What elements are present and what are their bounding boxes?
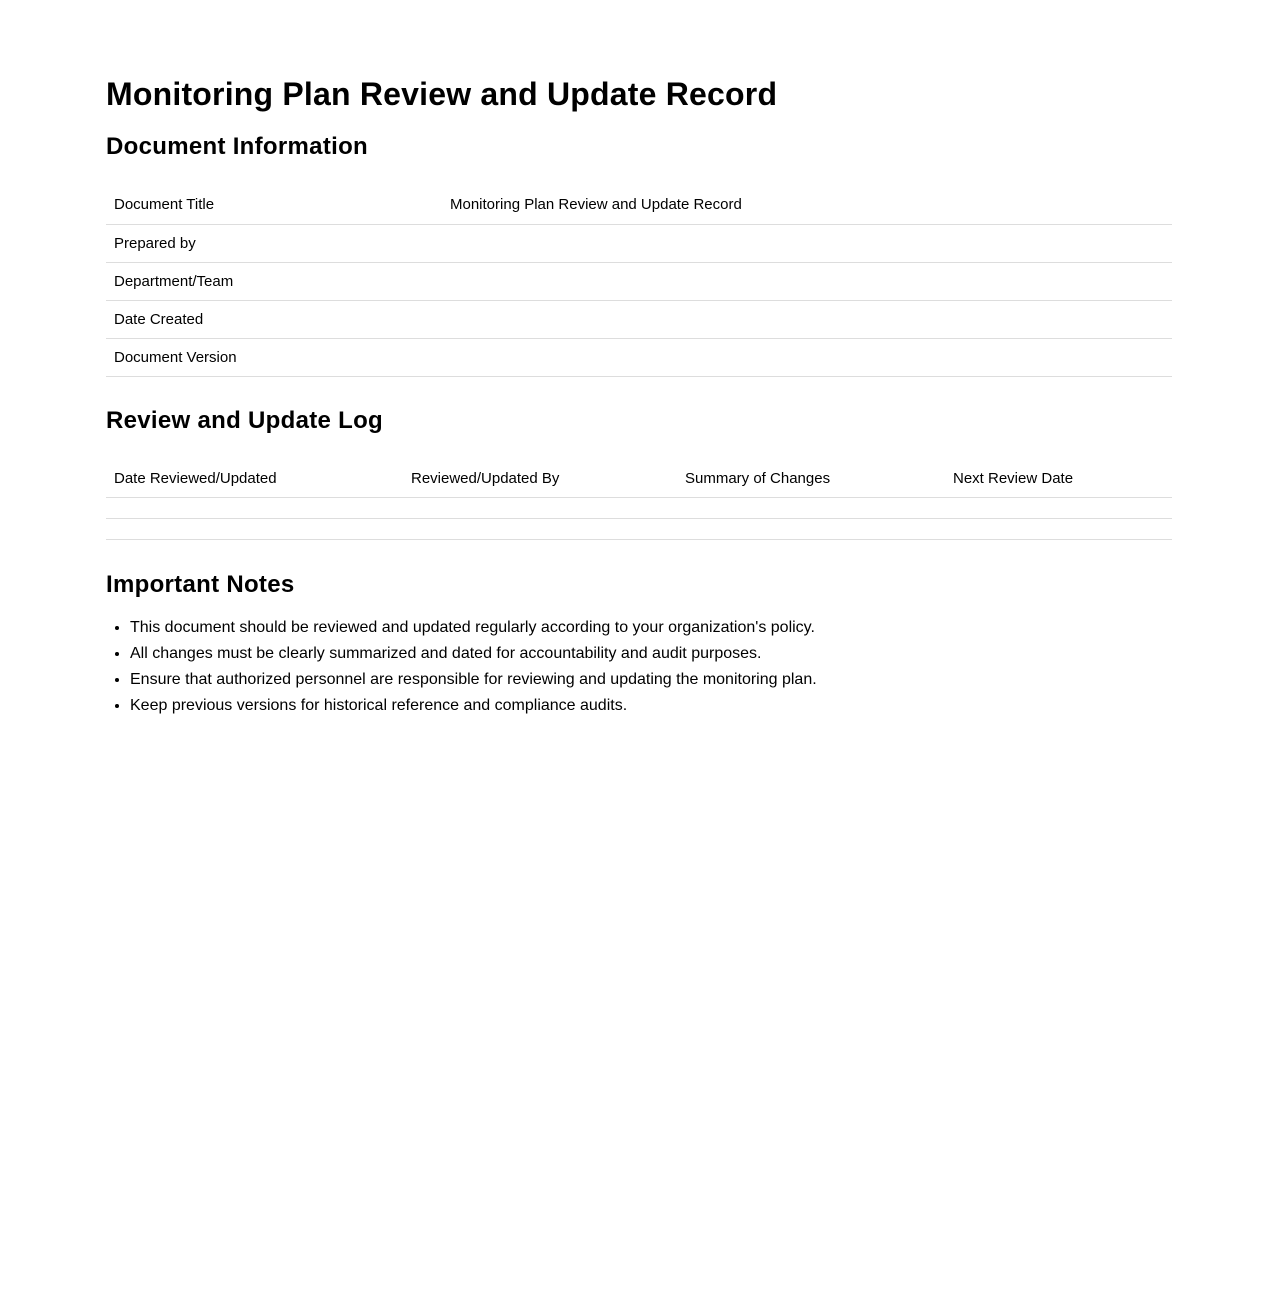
document-information-heading: Document Information (106, 133, 368, 160)
table-row (106, 498, 1172, 519)
log-cell (403, 498, 677, 519)
list-item: • All changes must be clearly summarized and dated for accountability and audit purposes. (130, 641, 817, 667)
log-cell (106, 519, 403, 540)
table-row (106, 300, 1172, 338)
table-row (106, 224, 1172, 262)
table-row (106, 338, 1172, 376)
document-information-table (106, 186, 1172, 377)
log-cell (945, 498, 1172, 519)
column-header-reviewed-by: Reviewed/Updated By (403, 460, 677, 498)
table-row (106, 519, 1172, 540)
date-created-value (442, 300, 1172, 338)
important-notes-heading: Important Notes (106, 571, 295, 598)
document-title-label: Document Title (106, 186, 442, 224)
review-log-heading: Review and Update Log (106, 407, 384, 434)
department-team-value (442, 262, 1172, 300)
prepared-by-value (442, 224, 1172, 262)
document-version-value (442, 338, 1172, 376)
date-created-label: Date Created (106, 300, 442, 338)
column-header-summary-of-changes: Summary of Changes (677, 460, 945, 498)
log-cell (677, 519, 945, 540)
table-row (106, 262, 1172, 300)
table-header-row (106, 460, 1172, 498)
list-item: • Keep previous versions for historical reference and compliance audits. (130, 693, 817, 719)
column-header-next-review-date: Next Review Date (945, 460, 1172, 498)
review-log-table (106, 460, 1172, 540)
list-item: • This document should be reviewed and updated regularly according to your organization's policy. (130, 615, 817, 641)
list-item: • Ensure that authorized personnel are responsible for reviewing and updating the monitoring plan. (130, 667, 817, 693)
document-version-label: Document Version (106, 338, 442, 376)
table-row (106, 186, 1172, 224)
column-header-date-reviewed: Date Reviewed/Updated (106, 460, 403, 498)
log-cell (403, 519, 677, 540)
department-team-label: Department/Team (106, 262, 442, 300)
log-cell (677, 498, 945, 519)
document-title-value: Monitoring Plan Review and Update Record (442, 186, 1172, 224)
prepared-by-label: Prepared by (106, 224, 442, 262)
log-cell (106, 498, 403, 519)
log-cell (945, 519, 1172, 540)
page-title: Monitoring Plan Review and Update Record (106, 76, 778, 112)
important-notes-list (106, 615, 817, 719)
